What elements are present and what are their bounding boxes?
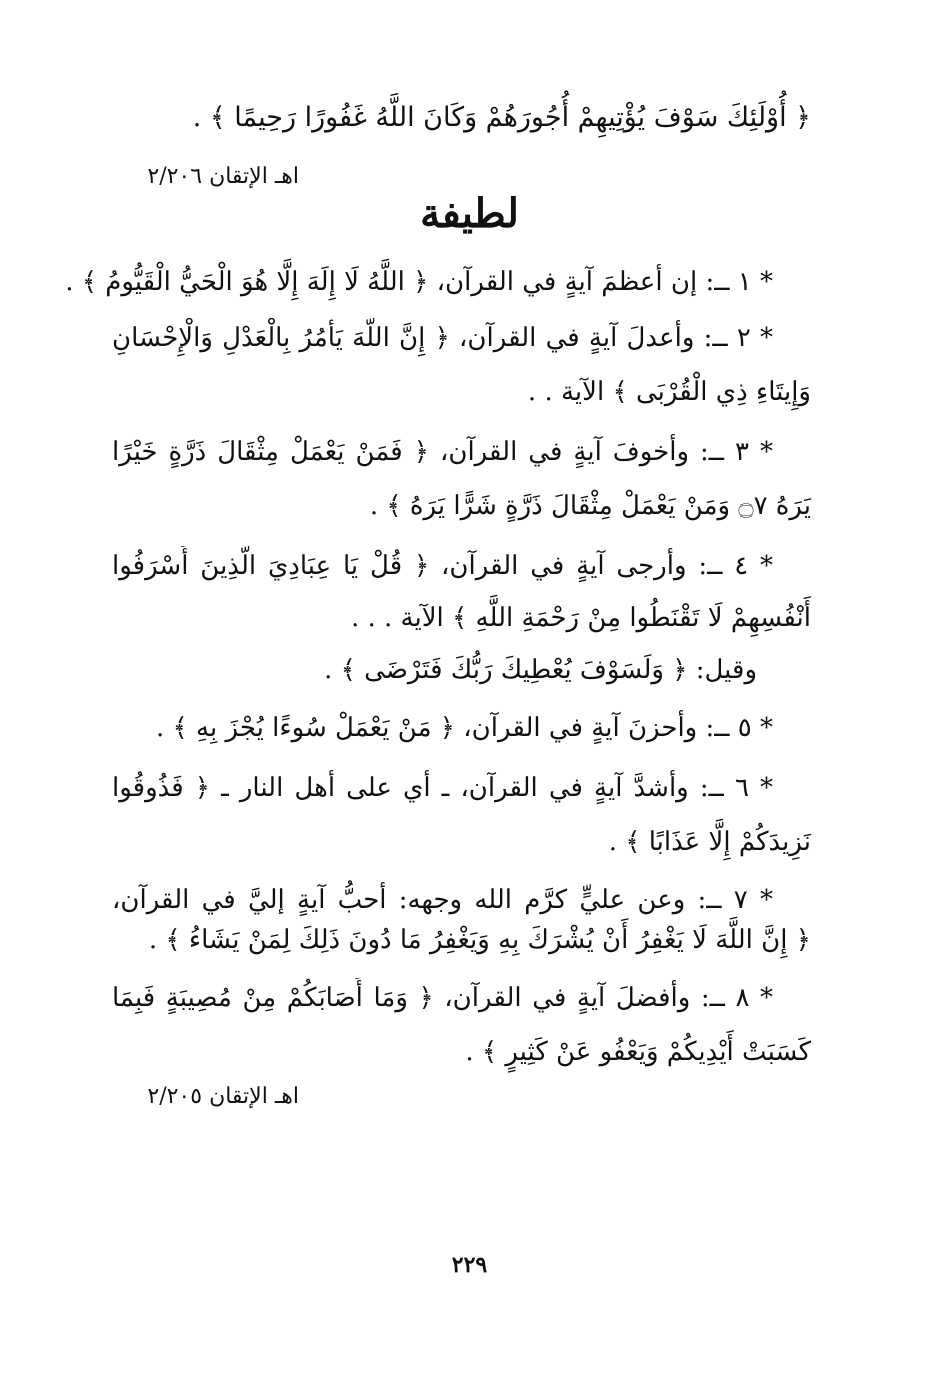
item-4-line-1: * ٤ ــ: وأرجى آيةٍ في القرآن، ﴿ قُلْ يَا عِبَادِيَ الَّذِينَ أَسْرَفُوا [112,551,773,581]
opening-verse-line: ﴿ أُوْلَئِكَ سَوْفَ يُؤْتِيهِمْ أُجُورَهُمْ وَكَانَ اللَّهُ غَفُورًا رَحِيمًا ﴾ . [192,102,811,133]
item-6-line-2: نَزِيدَكُمْ إِلَّا عَذَابًا ﴾ . [608,827,811,857]
item-3-line-1: * ٣ ــ: وأخوفَ آيةٍ في القرآن، ﴿ فَمَنْ يَعْمَلْ مِثْقَالَ ذَرَّةٍ خَيْرًا [112,437,773,467]
item-8-line-2: كَسَبَتْ أَيْدِيكُمْ وَيَعْفُو عَنْ كَثِيرٍ ﴾ . [465,1037,811,1067]
item-7-line-2: ﴿ إِنَّ اللَّهَ لَا يَغْفِرُ أَنْ يُشْرَكَ بِهِ وَيَغْفِرُ مَا دُونَ ذَلِكَ لِمَنْ يَشَاءُ ﴾ . [148,925,811,955]
item-8-line-1: * ٨ ــ: وأفضلَ آيةٍ في القرآن، ﴿ وَمَا أَصَابَكُمْ مِنْ مُصِيبَةٍ فَبِمَا [112,983,773,1013]
item-6-line-1: * ٦ ــ: وأشدَّ آيةٍ في القرآن، ـ أي على أهل النار ـ ﴿ فَذُوقُوا [112,773,773,803]
item-7-line-1: * ٧ ــ: وعن عليٍّ كرَّم الله وجهه: أحبُّ آيةٍ إليَّ في القرآن، [112,885,773,915]
item-3-line-2: يَرَهُ ۝٧ وَمَنْ يَعْمَلْ مِثْقَالَ ذَرَّةٍ شَرًّا يَرَهُ ﴾ . [369,491,811,521]
item-qil-line: وقيل: ﴿ وَلَسَوْفَ يُعْطِيكَ رَبُّكَ فَتَرْضَى ﴾ . [324,655,757,685]
source-reference-top: اهـ الإتقان ٢/٢٠٦ [147,164,299,189]
item-1-line-1: * ١ ــ: إن أعظمَ آيةٍ في القرآن، ﴿ اللَّهُ لَا إِلَهَ إِلَّا هُوَ الْحَيُّ الْقَيُّومُ ﴾ . [65,267,773,297]
source-reference-bottom: اهـ الإتقان ٢/٢٠٥ [147,1084,299,1109]
item-2-line-2: وَإِيتَاءِ ذِي الْقُرْبَى ﴾ الآية . . [527,377,811,407]
item-2-line-1: * ٢ ــ: وأعدلَ آيةٍ في القرآن، ﴿ إِنَّ اللَّهَ يَأْمُرُ بِالْعَدْلِ وَالْإِحْسَانِ [112,323,773,353]
page-number: ٢٢٩ [451,1252,488,1278]
item-4-line-2: أَنْفُسِهِمْ لَا تَقْنَطُوا مِنْ رَحْمَةِ اللَّهِ ﴾ الآية . . . [350,603,811,633]
section-heading: لطيفة [420,190,519,237]
item-5-line-1: * ٥ ــ: وأحزنَ آيةٍ في القرآن، ﴿ مَنْ يَعْمَلْ سُوءًا يُجْزَ بِهِ ﴾ . [156,713,773,743]
